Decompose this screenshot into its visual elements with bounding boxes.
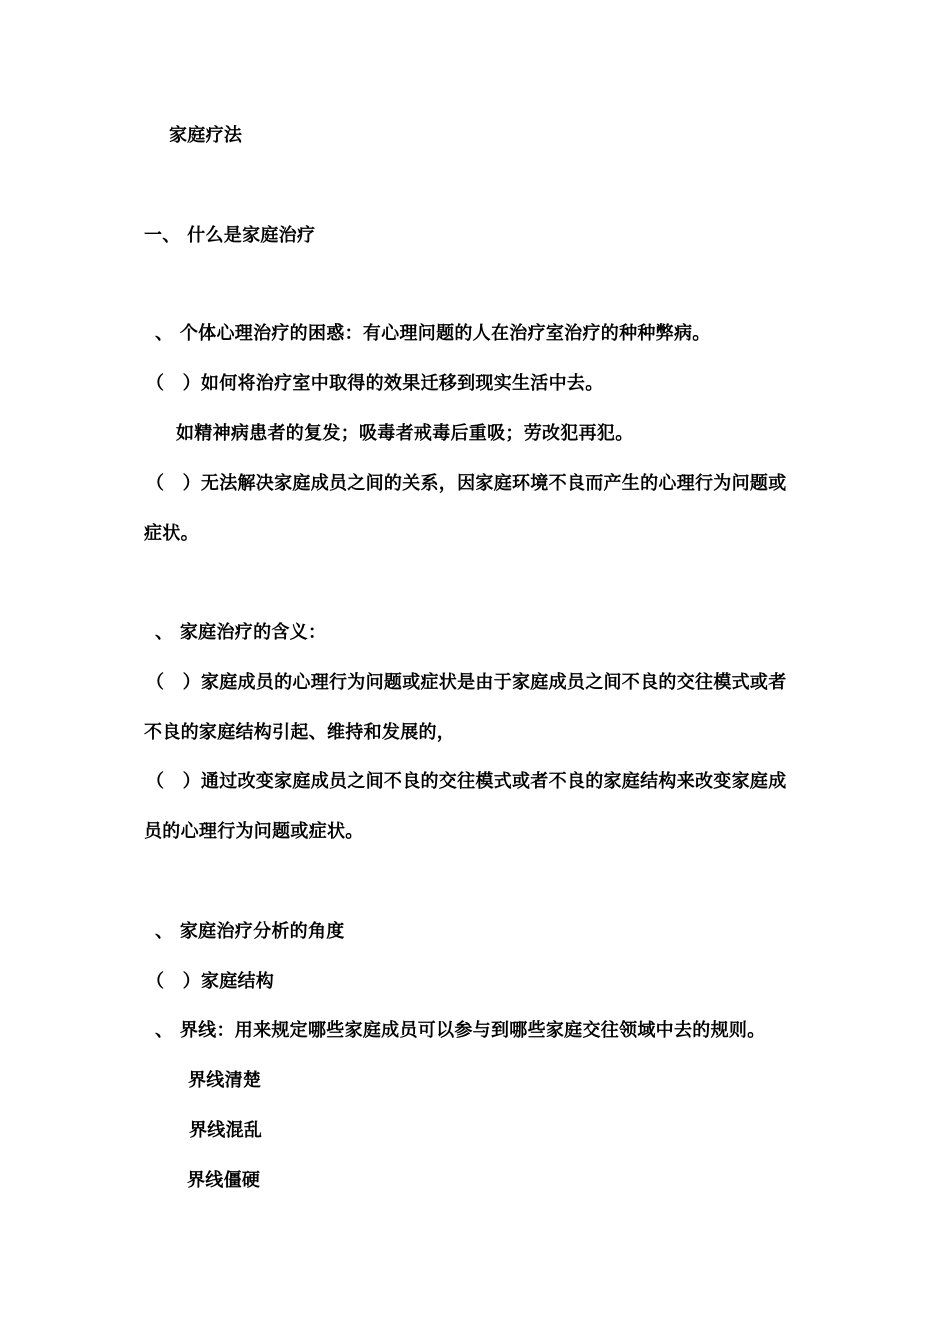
paragraph-line: 如精神病患者的复发；吸毒者戒毒后重吸；劳改犯再犯。 <box>176 423 634 444</box>
paragraph-line: （ ）无法解决家庭成员之间的关系，因家庭环境不良而产生的心理行为问题或 <box>146 473 787 494</box>
subsection-heading: 、 个体心理治疗的困惑：有心理问题的人在治疗室治疗的种种弊病。 <box>155 323 711 344</box>
paragraph-line: 症状。 <box>144 523 199 544</box>
paragraph-line: （ ）家庭成员的心理行为问题或症状是由于家庭成员之间不良的交往模式或者 <box>146 672 787 693</box>
paragraph-line: 、 界线：用来规定哪些家庭成员可以参与到哪些家庭交往领域中去的规则。 <box>155 1020 766 1041</box>
paragraph-line: 员的心理行为问题或症状。 <box>144 821 364 842</box>
subsection-heading: 、 家庭治疗分析的角度 <box>155 921 345 942</box>
document-title: 家庭疗法 <box>169 125 243 146</box>
paragraph-line: （ ）通过改变家庭成员之间不良的交往模式或者不良的家庭结构来改变家庭成 <box>146 771 787 792</box>
section-heading: 一、 什么是家庭治疗 <box>144 225 316 246</box>
list-item: 界线僵硬 <box>187 1170 261 1191</box>
paragraph-line: （ ）家庭结构 <box>146 971 275 992</box>
list-item: 界线混乱 <box>189 1120 263 1141</box>
paragraph-line: （ ）如何将治疗室中取得的效果迁移到现实生活中去。 <box>146 373 604 394</box>
paragraph-line: 不良的家庭结构引起、维持和发展的， <box>144 722 456 743</box>
subsection-heading: 、 家庭治疗的含义： <box>155 622 327 643</box>
list-item: 界线清楚 <box>188 1070 262 1091</box>
